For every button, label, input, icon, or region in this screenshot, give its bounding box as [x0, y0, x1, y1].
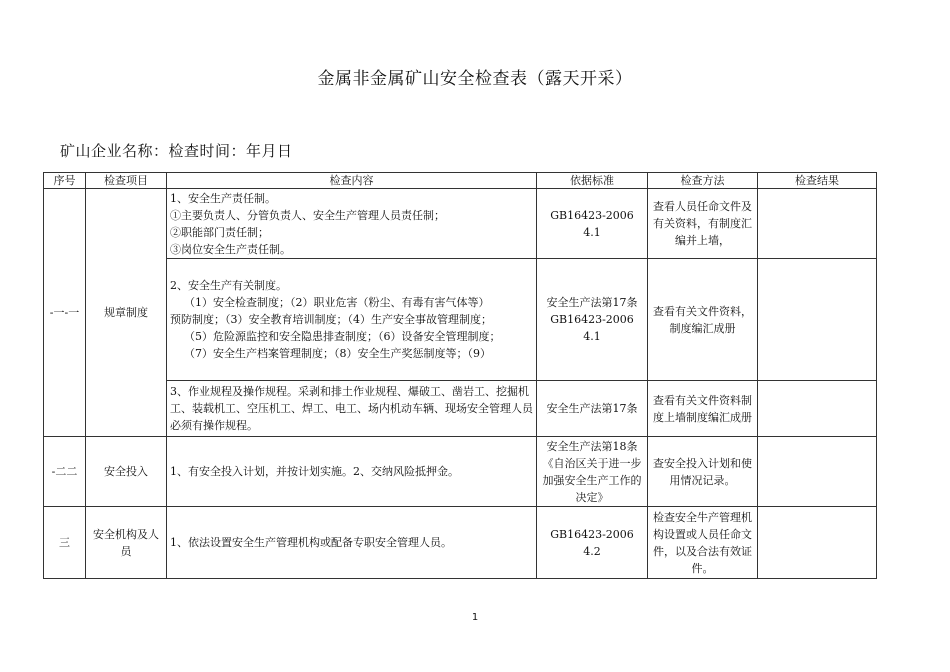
- basis-line: 安全生产法第17条: [546, 296, 638, 309]
- seq-cell: 三: [44, 507, 86, 579]
- content-line: （7）安全生产档案管理制度；（8）安全生产奖惩制度等；（9）: [184, 347, 491, 360]
- item-cell: 安全投入: [86, 437, 167, 507]
- basis-cell: [537, 259, 648, 381]
- table-row: [44, 259, 877, 381]
- header-item: 检查项目: [86, 173, 167, 189]
- table-row: [44, 437, 877, 507]
- content-line: 3、作业规程及操作规程。采剥和排土作业规程、爆破工、凿岩工、挖掘机工、装载机工、空压机工、焊工、电工、场内机动车辆、现场安全管理人员必须有操作规程。: [170, 385, 533, 432]
- method-cell: 检查安全牛产管理机构设置或人员任命文件，以及合法有效证件。: [648, 507, 758, 579]
- page-number: 1: [471, 612, 479, 623]
- content-line: （5）危险源监控和安全隐患排查制度；（6）设备安全管理制度；: [184, 330, 501, 343]
- basis-line: 4.1: [583, 330, 601, 343]
- result-cell[interactable]: [758, 259, 877, 381]
- basis-line: 安全生产法第18条: [546, 439, 638, 453]
- basis-cell: [537, 381, 648, 437]
- content-line: 2、安全生产有关制度。: [170, 279, 287, 292]
- content-line: 1、安全生产责任制。: [170, 191, 276, 205]
- enterprise-meta-line: 矿山企业名称：检查时间：年月日: [60, 142, 293, 160]
- basis-line: GB16423-2006: [550, 313, 634, 326]
- result-cell[interactable]: [758, 189, 877, 259]
- result-cell[interactable]: [758, 437, 877, 507]
- result-cell[interactable]: [758, 381, 877, 437]
- header-seq: 序号: [44, 173, 86, 189]
- table-row: [44, 381, 877, 437]
- header-content: 检查内容: [167, 173, 537, 189]
- basis-line: 4.1: [583, 225, 601, 239]
- content-line: ①主要负责人、分管负责人、安全生产管理人员责任制；: [170, 208, 445, 222]
- document-title: 金属非金属矿山安全检查表（露天开采）: [317, 69, 633, 89]
- result-cell[interactable]: [758, 507, 877, 579]
- basis-cell: [537, 189, 648, 259]
- method-cell: 查看有关文件资料，制度编汇成册: [648, 259, 758, 381]
- header-result: 检查结果: [758, 173, 877, 189]
- content-cell: [167, 259, 537, 381]
- basis-line: GB16423-2006: [550, 208, 634, 222]
- content-cell: [167, 381, 537, 437]
- seq-cell: -一-一: [44, 189, 86, 437]
- content-line: 1、依法设置安全生产管理机构或配备专职安全管理人员。: [170, 536, 452, 549]
- table-header-row: [44, 173, 877, 189]
- inspection-table: [43, 172, 877, 579]
- content-line: ②职能部门责任制；: [170, 225, 269, 239]
- content-cell: [167, 507, 537, 579]
- method-cell: 查看人员任命文件及有关资料，有制度汇编并上墙，: [648, 189, 758, 259]
- content-line: ③岗位安全生产责任制。: [170, 242, 291, 256]
- table-row: [44, 189, 877, 259]
- basis-cell: [537, 437, 648, 507]
- basis-line: 4.2: [583, 544, 601, 558]
- table-row: [44, 507, 877, 579]
- item-cell: 规章制度: [86, 189, 167, 437]
- header-basis: 依据标准: [537, 173, 648, 189]
- basis-line: 安全生产法第17条: [546, 402, 638, 415]
- content-cell: [167, 437, 537, 507]
- basis-line: 《自治区关于进一步加强安全生产工作的决定》: [542, 456, 642, 504]
- content-line: （1）安全检查制度；（2）职业危害（粉尘、有毒有害气体等）: [184, 296, 490, 309]
- content-cell: [167, 189, 537, 259]
- content-line: 1、有安全投入计划，并按计划实施。2、交纳风险抵押金。: [170, 465, 459, 478]
- method-cell: 查安全投入计划和使用情况记录。: [648, 437, 758, 507]
- basis-cell: [537, 507, 648, 579]
- seq-cell: -二二: [44, 437, 86, 507]
- header-method: 检查方法: [648, 173, 758, 189]
- content-line: 预防制度；（3）安全教育培训制度；（4）生产安全事故管理制度；: [170, 313, 492, 326]
- basis-line: GB16423-2006: [550, 527, 634, 541]
- method-cell: 查看有关文件资料制度上墙制度编汇成册: [648, 381, 758, 437]
- item-cell: 安全机构及人员: [86, 507, 167, 579]
